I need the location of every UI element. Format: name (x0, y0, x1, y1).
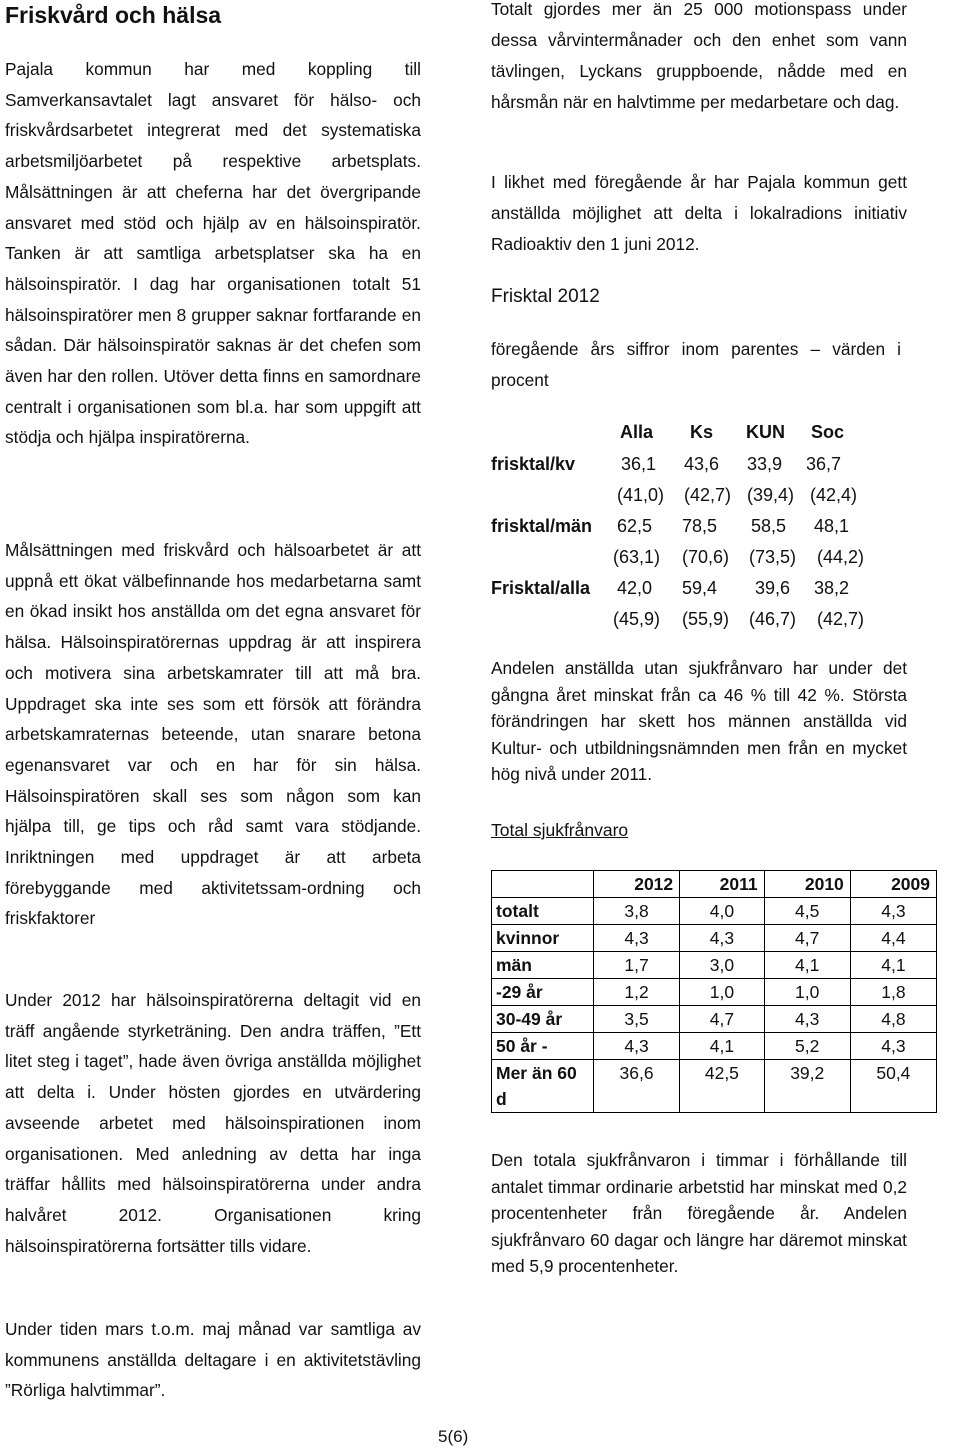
page-title: Friskvård och hälsa (5, 2, 222, 28)
row-label: frisktal/kv (491, 454, 576, 474)
cell: (44,2) (817, 547, 865, 567)
cell: 4,7 (680, 1006, 764, 1033)
table-row (492, 1006, 937, 1033)
cell: 4,3 (680, 925, 764, 952)
cell: 4,3 (594, 1033, 680, 1060)
table-row (492, 898, 937, 925)
paragraph: Under tiden mars t.o.m. maj månad var samtliga av kommunens anställda deltagare i en aktivitetstävling ”Rörliga halvtimmar”. (5, 1319, 421, 1401)
cell: 4,1 (680, 1033, 764, 1060)
paragraph: Andelen anställda utan sjukfrånvaro har under det gångna året minskat från ca 46 % till 42 %. Största förändringen har skett hos männen anställda vid Kultur- och utbildningsnämnden men från en mycket hög nivå under 2011. (491, 658, 907, 784)
cell: 48,1 (814, 516, 850, 536)
table-row (492, 952, 937, 979)
frisktal-heading: Frisktal 2012 (491, 286, 600, 307)
cell: (55,9) (682, 609, 730, 629)
cell: (63,1) (613, 547, 661, 567)
sick-leave-heading: Total sjukfrånvaro (491, 820, 629, 840)
paragraph: Den totala sjukfrånvaron i timmar i förhållande till antalet timmar ordinarie arbetstid har minskat med 0,2 procentenheter från föregående år. Andelen sjukfrånvaro 60 dagar och längre har däremot minskat med 5,9 procentenheter. (491, 1150, 907, 1276)
cell: (42,7) (684, 485, 732, 505)
paragraph: Målsättningen med friskvård och hälsoarbetet är att uppnå ett ökat välbefinnande hos medarbetarna samt en ökad insikt hos anställda om det egna ansvaret för hälsa. Hälsoinspiratörernas uppdrag är att inspirera och motivera sina arbetskamrater till att må bra. Uppdraget ska inte ses som ett försök att förändra arbetskamraternas beteende, utan snarare betona egenansvaret var och en har för sin hälsa. Hälsoinspiratören skall ses som någon som kan hjälpa till, ge tips och råd samt vara stödjande. Inriktningen med uppdraget är att arbeta förebyggande med aktivitetssam-ordning och friskfaktorer (5, 540, 421, 929)
cell: 4,1 (764, 952, 850, 979)
page-number: 5(6) (438, 1427, 469, 1446)
column-header: 2011 (680, 871, 764, 898)
cell: 50,4 (850, 1060, 936, 1113)
row-label: 50 år - (492, 1033, 594, 1060)
cell: 42,0 (617, 578, 653, 598)
cell: 5,2 (764, 1033, 850, 1060)
cell: 1,0 (764, 979, 850, 1006)
paragraph: Pajala kommun har med koppling till Samverkansavtalet lagt ansvaret för hälso- och friskvårdsarbetet integrerat med det systematiska arbetsmiljöarbetet på respektive arbetsplats. Målsättningen är att cheferna har det övergripande ansvaret med stöd och hjälp av en hälsoinspiratör. Tanken är att samtliga arbetsplatser ska ha en hälsoinspiratör. I dag har organisationen totalt 51 hälsoinspiratörer men 8 grupper saknar fortfarande en sådan. Där hälsoinspiratör saknas är det chefen som även har den rollen. Utöver detta finns en samordnare centralt i organisationen som bl.a. har som uppgift att stödja och hjälpa inspiratörerna. (5, 59, 421, 448)
frisktal-prev-row (491, 480, 911, 510)
row-label: -29 år (492, 979, 594, 1006)
table-row (492, 925, 937, 952)
row-label: Frisktal/alla (491, 578, 591, 598)
cell: 3,8 (594, 898, 680, 925)
cell: 36,6 (594, 1060, 680, 1113)
paragraph: Under 2012 har hälsoinspiratörerna deltagit vid en träff angående styrketräning. Den andra träffen, ”Ett litet steg i taget”, hade även övriga anställda möjlighet att delta i. Under hösten gjordes en utvärdering avseende arbetet med hälsoinspirationen inom organisationen. Med anledning av detta har inga träffar hållits med hälsoinspiratörerna under andra halvåret 2012. Organisationen kring hälsoinspiratörerna fortsätter tills vidare. (5, 990, 421, 1256)
cell: 78,5 (682, 516, 718, 536)
frisktal-note: föregående års siffror inom parentes – värden i procent (491, 339, 901, 390)
table-row (492, 1033, 937, 1060)
frisktal-row (491, 573, 911, 603)
frisktal-prev-row (491, 542, 911, 572)
cell: 4,5 (764, 898, 850, 925)
row-label: Mer än 60 d (492, 1060, 594, 1113)
cell: 39,2 (764, 1060, 850, 1113)
sick-leave-table (491, 870, 937, 1113)
frisktal-row (491, 511, 911, 541)
cell: 36,7 (806, 454, 842, 474)
cell: 3,5 (594, 1006, 680, 1033)
row-label: totalt (492, 898, 594, 925)
paragraph: Totalt gjordes mer än 25 000 motionspass under dessa vårvintermånader och den enhet som vann tävlingen, Lyckans gruppboende, nådde med en hårsmån när en halvtimme per medarbetare och dag. (491, 0, 907, 112)
column-header: Ks (690, 422, 714, 442)
column-header: Alla (620, 422, 654, 442)
column-header (492, 871, 594, 898)
column-header: 2010 (764, 871, 850, 898)
cell: (42,4) (810, 485, 858, 505)
column-header: 2012 (594, 871, 680, 898)
cell: (45,9) (613, 609, 661, 629)
cell: 1,2 (594, 979, 680, 1006)
frisktal-prev-row (491, 604, 911, 634)
paragraph: I likhet med föregående år har Pajala kommun gett anställda möjlighet att delta i lokalradions initiativ Radioaktiv den 1 juni 2012. (491, 172, 907, 254)
cell: 33,9 (747, 454, 783, 474)
cell: 4,7 (764, 925, 850, 952)
frisktal-header-row (491, 417, 911, 447)
cell: (46,7) (749, 609, 797, 629)
cell: 42,5 (680, 1060, 764, 1113)
cell: (41,0) (617, 485, 665, 505)
cell: 1,0 (680, 979, 764, 1006)
frisktal-row (491, 449, 911, 479)
cell: 38,2 (814, 578, 850, 598)
cell: 58,5 (751, 516, 787, 536)
row-label: 30-49 år (492, 1006, 594, 1033)
cell: (70,6) (682, 547, 730, 567)
cell: 4,3 (594, 925, 680, 952)
cell: 4,8 (850, 1006, 936, 1033)
column-header: 2009 (850, 871, 936, 898)
cell: 4,3 (850, 1033, 936, 1060)
cell: 62,5 (617, 516, 653, 536)
cell: 4,1 (850, 952, 936, 979)
cell: 39,6 (755, 578, 791, 598)
cell: 1,8 (850, 979, 936, 1006)
cell: 36,1 (621, 454, 657, 474)
column-header: KUN (746, 422, 785, 442)
cell: 59,4 (682, 578, 718, 598)
cell: 4,0 (680, 898, 764, 925)
row-label: kvinnor (492, 925, 594, 952)
cell: (42,7) (817, 609, 865, 629)
cell: 4,3 (764, 1006, 850, 1033)
table-row (492, 979, 937, 1006)
cell: 1,7 (594, 952, 680, 979)
cell: (39,4) (747, 485, 795, 505)
cell: 4,3 (850, 898, 936, 925)
row-label: män (492, 952, 594, 979)
table-row (492, 1060, 937, 1113)
cell: 3,0 (680, 952, 764, 979)
cell: (73,5) (749, 547, 797, 567)
cell: 43,6 (684, 454, 720, 474)
column-header: Soc (811, 422, 845, 442)
cell: 4,4 (850, 925, 936, 952)
table-header-row (492, 871, 937, 898)
row-label: frisktal/män (491, 516, 593, 536)
